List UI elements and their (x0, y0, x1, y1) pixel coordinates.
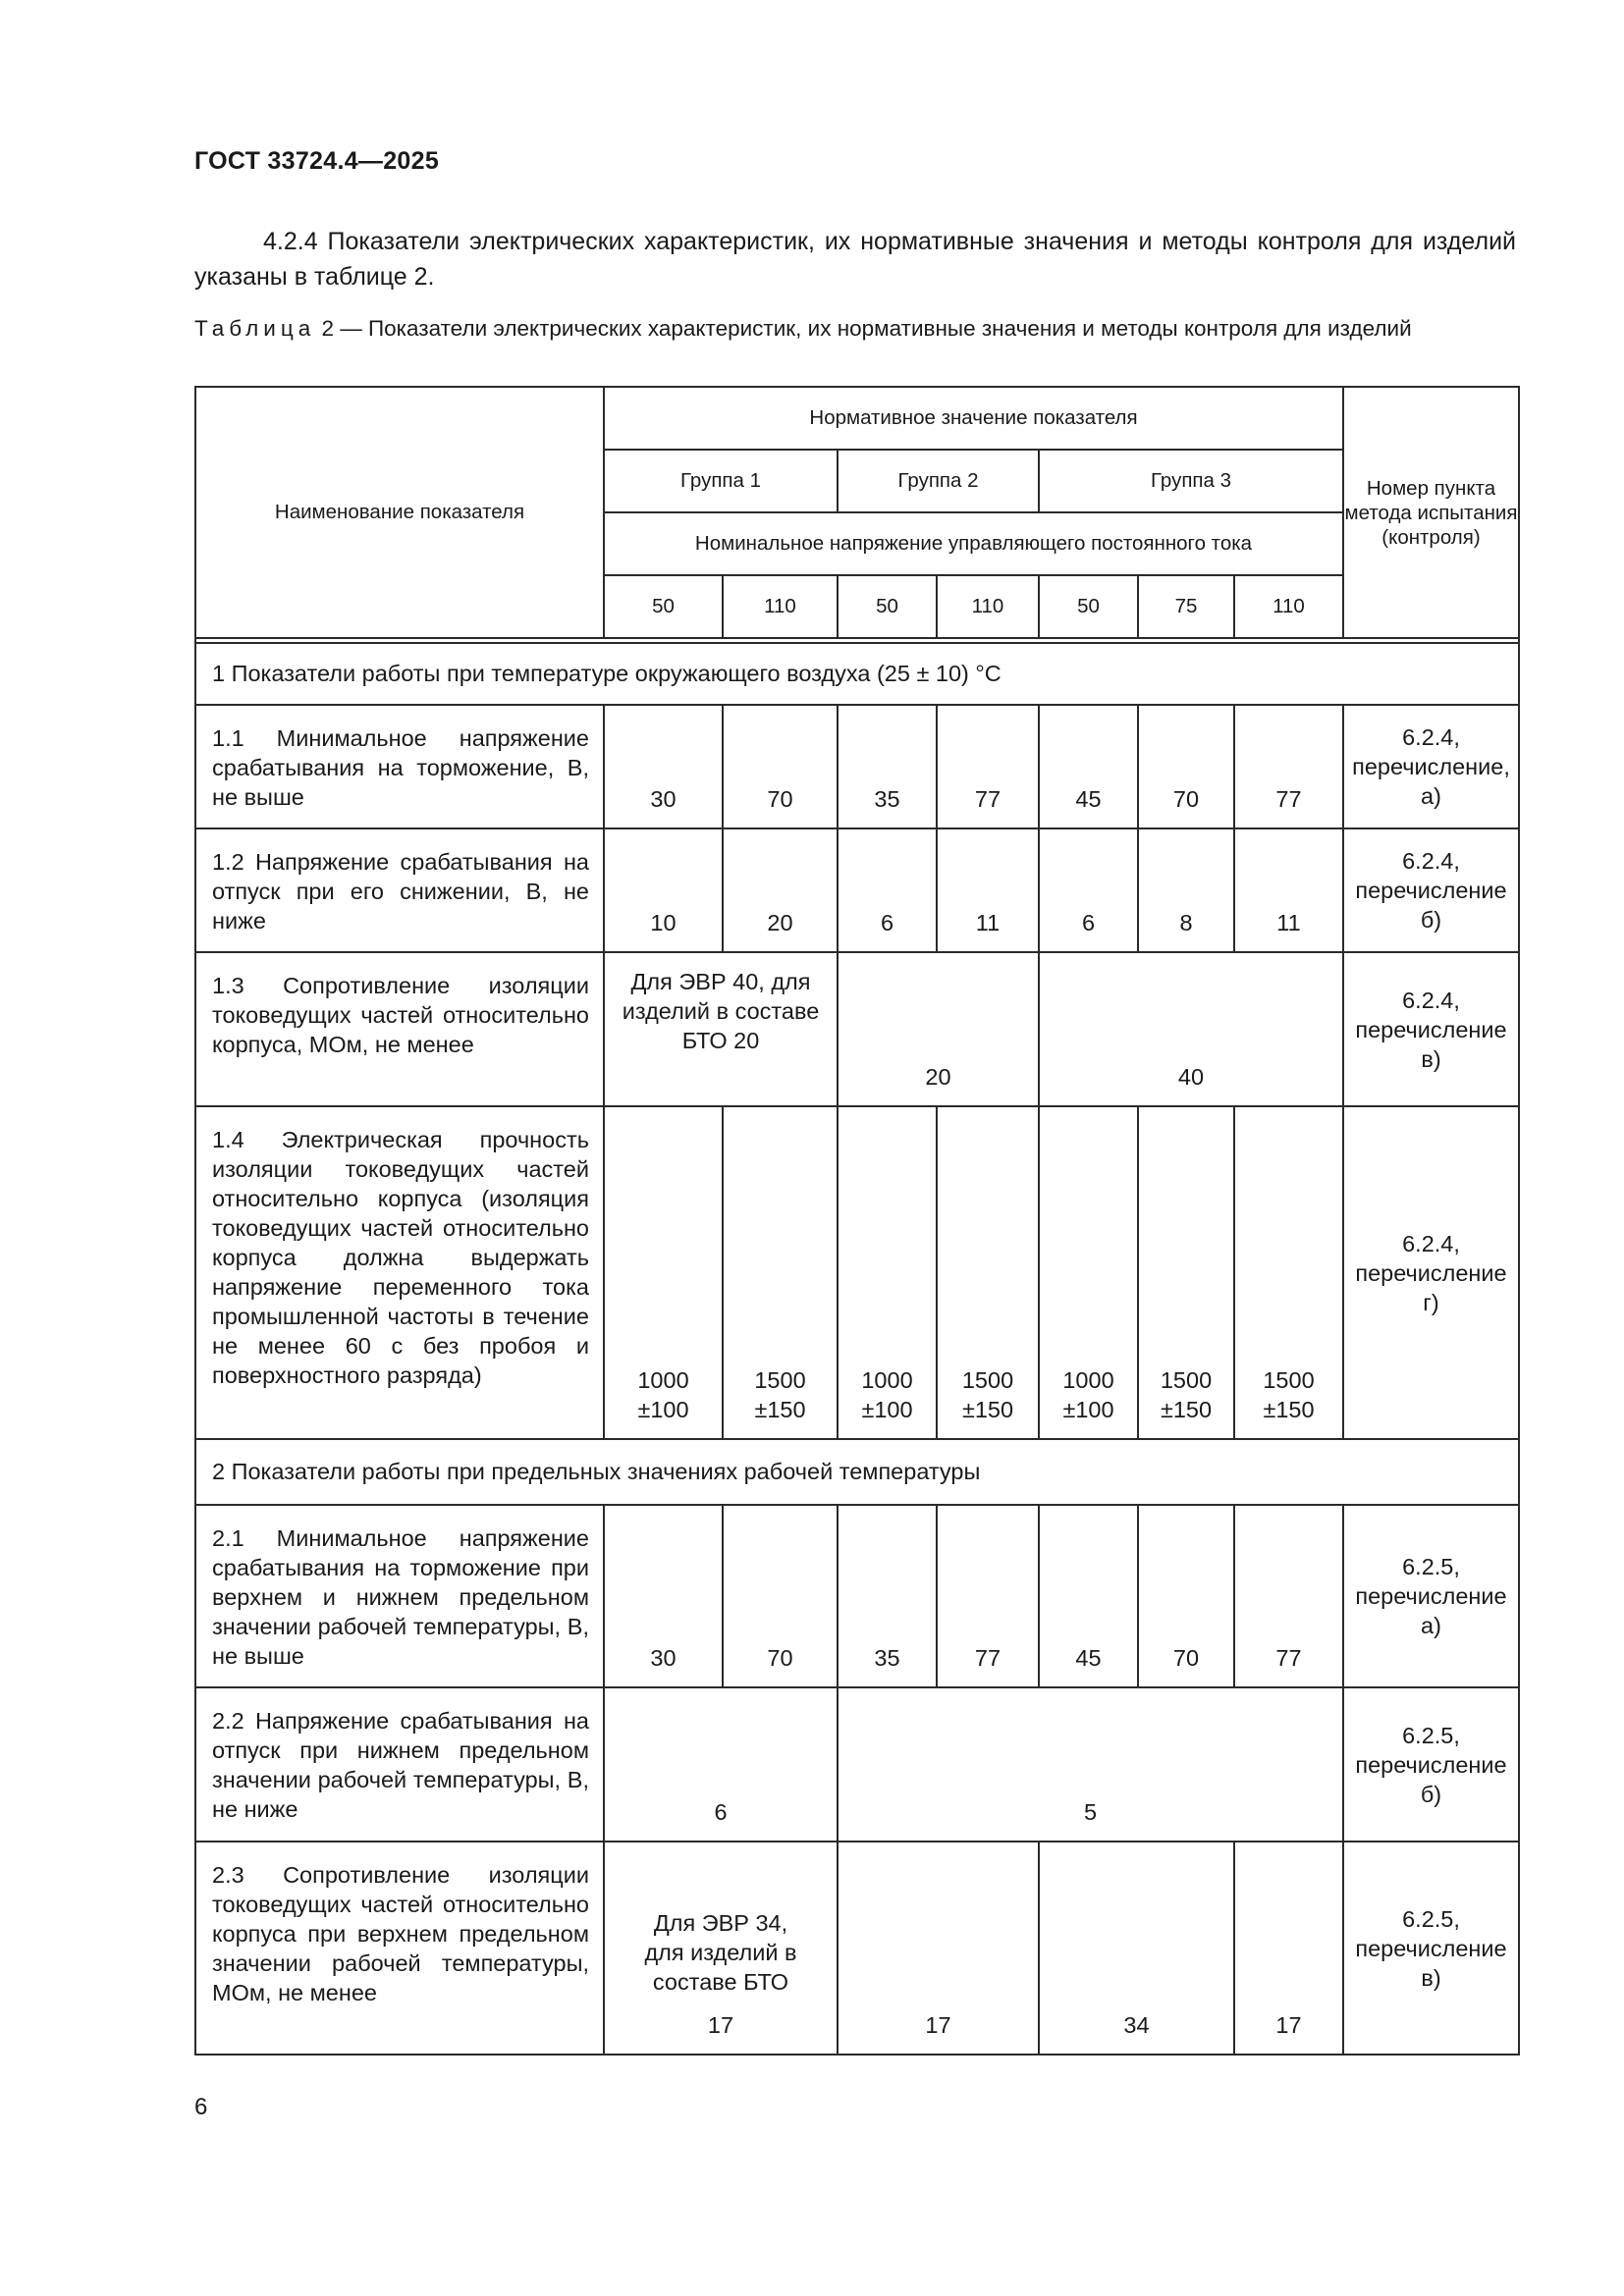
value-cell: 11 (937, 828, 1039, 952)
value-tolerance: ±100 (637, 1397, 689, 1422)
header-voltage-cell: 110 (937, 575, 1039, 638)
row-name: 1.3 Сопротивление изоляции токоведущих частей относительно корпуса, МОм, не менее (195, 952, 604, 1106)
header-voltage-cell: 110 (1234, 575, 1343, 638)
table-row (195, 952, 1519, 1106)
value-cell: 70 (1138, 1505, 1234, 1687)
table-row (195, 1106, 1519, 1439)
header-voltage-cell: 50 (838, 575, 937, 638)
value-cell: 6 (1039, 828, 1138, 952)
value-cell: 35 (838, 705, 937, 828)
value-cell-group-1: 6 (604, 1687, 838, 1842)
value-tolerance: ±150 (961, 1397, 1014, 1422)
value-cell: 30 (604, 705, 723, 828)
document-header: ГОСТ 33724.4—2025 (194, 147, 440, 175)
method-cell: 6.2.4, перечисление б) (1343, 828, 1519, 952)
value-main: 1000 (637, 1367, 689, 1393)
value-cell: 20 (723, 828, 838, 952)
value-cell-group-3b: 17 (1234, 1842, 1343, 2055)
value-cell: 6 (838, 828, 937, 952)
value-tolerance: ±150 (1160, 1397, 1213, 1422)
value-cell-group-2: 17 (838, 1842, 1039, 2055)
table-row (195, 1842, 1519, 2055)
method-cell: 6.2.4, перечисление в) (1343, 952, 1519, 1106)
header-voltage-row: Номинальное напряжение управляющего постоянного тока (604, 512, 1343, 575)
value-main: 1500 (754, 1367, 806, 1393)
section-heading-1: 1 Показатели работы при температуре окружающего воздуха (25 ± 10) °С (195, 643, 1519, 705)
method-cell: 6.2.4, перечисление, а) (1343, 705, 1519, 828)
value-cell: 70 (723, 1505, 838, 1687)
header-norm-value: Нормативное значение показателя (604, 387, 1343, 450)
value-cell (1138, 1106, 1234, 1439)
value-main: 17 (707, 2012, 734, 2038)
value-cell (723, 1106, 838, 1439)
header-group-2: Группа 2 (838, 450, 1039, 512)
value-cell-group-2: 20 (838, 952, 1039, 1106)
row-name: 1.2 Напряжение срабатывания на отпуск при его снижении, В, не ниже (195, 828, 604, 952)
value-cell: 77 (937, 705, 1039, 828)
value-cell: 45 (1039, 705, 1138, 828)
method-cell: 6.2.5, перечисление б) (1343, 1687, 1519, 1842)
value-cell-group-1 (604, 1842, 838, 2055)
value-cell: 11 (1234, 828, 1343, 952)
value-cell-group-3: 40 (1039, 952, 1343, 1106)
row-name: 2.2 Напряжение срабатывания на отпуск при нижнем предельном значении рабочей температуры, В, не ниже (195, 1687, 604, 1842)
value-cell: 70 (723, 705, 838, 828)
value-note: Для ЭВР 34, для изделий в составе БТО (644, 1910, 797, 1995)
header-voltage-cell: 110 (723, 575, 838, 638)
value-cell (1039, 1106, 1138, 1439)
value-cell: 45 (1039, 1505, 1138, 1687)
intro-paragraph: 4.2.4 Показатели электрических характеристик, их нормативные значения и методы контроля для изделий указаны в таблице 2. (194, 228, 1516, 291)
table-row (195, 828, 1519, 952)
value-main: 1000 (861, 1367, 913, 1393)
value-cell-group-3a: 34 (1039, 1842, 1234, 2055)
header-group-1: Группа 1 (604, 450, 838, 512)
header-method-column: Номер пункта метода испытания (контроля) (1343, 387, 1519, 638)
header-group-3: Группа 3 (1039, 450, 1343, 512)
table-row (195, 705, 1519, 828)
value-cell (1234, 1106, 1343, 1439)
header-voltage-cell: 75 (1138, 575, 1234, 638)
row-name: 1.1 Минимальное напряжение срабатывания на торможение, В, не выше (195, 705, 604, 828)
table-row (195, 1687, 1519, 1842)
value-cell: 77 (937, 1505, 1039, 1687)
value-main: 1500 (961, 1367, 1014, 1393)
value-main: 1500 (1263, 1367, 1315, 1393)
electrical-characteristics-table (194, 386, 1520, 2056)
table-row (195, 1505, 1519, 1687)
value-tolerance: ±150 (754, 1397, 806, 1422)
value-tolerance: ±150 (1263, 1397, 1315, 1422)
caption-text: 2 — Показатели электрических характеристик, их нормативные значения и методы контроля для изделий (315, 316, 1412, 341)
value-cell: 30 (604, 1505, 723, 1687)
value-cell: 70 (1138, 705, 1234, 828)
method-cell: 6.2.4, перечисление г) (1343, 1106, 1519, 1439)
method-cell: 6.2.5, перечисление а) (1343, 1505, 1519, 1687)
table-caption (194, 314, 1516, 344)
section-heading-2: 2 Показатели работы при предельных значениях рабочей температуры (195, 1439, 1519, 1505)
header-name-column: Наименование показателя (195, 387, 604, 638)
value-cell-group-1: Для ЭВР 40, для изделий в составе БТО 20 (604, 952, 838, 1106)
value-main: 1000 (1062, 1367, 1114, 1393)
value-cell: 77 (1234, 1505, 1343, 1687)
value-cell: 8 (1138, 828, 1234, 952)
value-cell: 77 (1234, 705, 1343, 828)
value-main: 1500 (1160, 1367, 1213, 1393)
header-voltage-cell: 50 (1039, 575, 1138, 638)
value-cell (838, 1106, 937, 1439)
value-cell (937, 1106, 1039, 1439)
caption-prefix: Таблица (194, 316, 316, 341)
value-cell-groups-2-3: 5 (838, 1687, 1343, 1842)
value-cell: 10 (604, 828, 723, 952)
row-name: 2.1 Минимальное напряжение срабатывания на торможение при верхнем и нижнем предельном значении рабочей температуры, В, не выше (195, 1505, 604, 1687)
page-number: 6 (194, 2094, 208, 2120)
header-voltage-cell: 50 (604, 575, 723, 638)
method-cell: 6.2.5, перечисление в) (1343, 1842, 1519, 2055)
row-name: 2.3 Сопротивление изоляции токоведущих частей относительно корпуса при верхнем предельном значении рабочей температуры, МОм, не менее (195, 1842, 604, 2055)
value-cell: 35 (838, 1505, 937, 1687)
value-cell (604, 1106, 723, 1439)
value-tolerance: ±100 (861, 1397, 913, 1422)
row-name: 1.4 Электрическая прочность изоляции токоведущих частей относительно корпуса (изоляция токоведущих частей относительно корпуса должна выдержать напряжение переменного тока промышленной частоты в течение не менее 60 с без пробоя и поверхностного разряда) (195, 1106, 604, 1439)
value-tolerance: ±100 (1062, 1397, 1114, 1422)
